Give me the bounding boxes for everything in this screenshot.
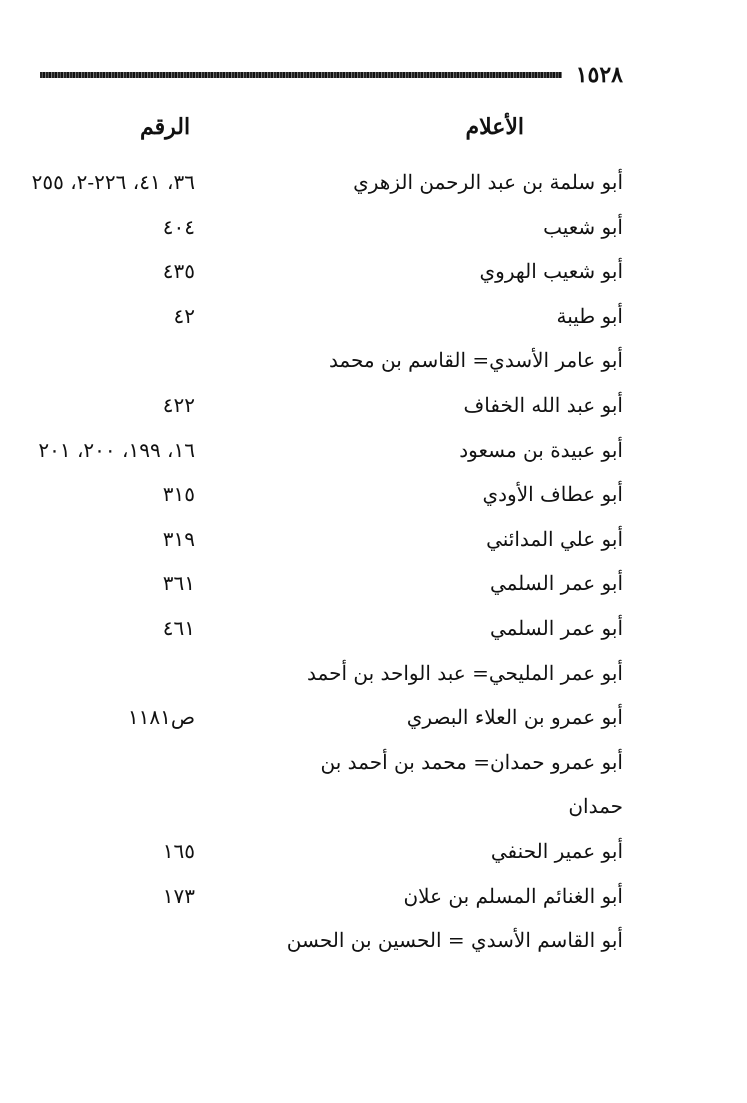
entry-number: ١٧٣ <box>162 883 195 908</box>
entry-number: ٤٣٥ <box>162 259 195 284</box>
index-entry <box>0 920 747 960</box>
entry-number: ٤٢٢ <box>162 393 195 417</box>
entry-number: ٣١٥ <box>162 482 195 507</box>
entry-name: أبو القاسم الأسدي = الحسين بن الحسن <box>286 928 623 953</box>
entry-number: ٤٢ <box>173 303 195 328</box>
index-entry <box>0 207 747 247</box>
index-entry <box>0 697 747 737</box>
entry-number: ٣١٩ <box>162 526 195 551</box>
index-entry <box>0 742 747 782</box>
entry-name: أبو عمير الحنفي <box>490 839 623 863</box>
index-entry <box>0 296 747 336</box>
index-entry <box>0 653 747 693</box>
entry-number: ٤٦١ <box>162 616 195 640</box>
entry-name: أبو شعيب <box>543 214 623 239</box>
index-entry <box>0 831 747 871</box>
page-number: ١٥٢٨ <box>575 62 623 88</box>
entry-name: أبو عمر السلمي <box>489 616 623 640</box>
entry-number: ص١١٨١ <box>127 705 195 730</box>
index-entry <box>0 430 747 470</box>
entry-number: ٤٠٤ <box>162 214 195 239</box>
entry-name: أبو طيبة <box>556 303 623 328</box>
index-entry <box>0 251 747 291</box>
entry-name: أبو عمرو حمدان= محمد بن أحمد بن <box>320 749 623 774</box>
column-header-numbers: الرقم <box>140 114 191 140</box>
index-entry <box>0 786 747 826</box>
entry-number: ١٦٥ <box>162 839 195 863</box>
index-entry <box>0 385 747 425</box>
entry-number: ١٦، ١٩٩، ٢٠٠، ٢٠١ <box>38 437 195 462</box>
entry-name: أبو عمرو بن العلاء البصري <box>406 705 623 730</box>
entry-name: أبو عمر المليحي= عبد الواحد بن أحمد <box>307 660 623 685</box>
entry-name: أبو سلمة بن عبد الرحمن الزهري <box>353 170 623 194</box>
index-entry <box>0 474 747 514</box>
entry-number: ٣٦١ <box>162 571 195 596</box>
index-entry <box>0 519 747 559</box>
column-header-names: الأعلام <box>465 114 524 140</box>
index-entry <box>0 340 747 380</box>
entry-name: حمدان <box>568 794 623 819</box>
entry-name: أبو شعيب الهروي <box>479 259 623 284</box>
entry-name: أبو الغنائم المسلم بن علان <box>403 883 623 908</box>
entry-number: ٣٦، ٤١، ٢٢٦-٢، ٢٥٥ <box>31 170 195 194</box>
index-entry <box>0 563 747 603</box>
index-entry <box>0 608 747 648</box>
entry-name: أبو عبد الله الخفاف <box>463 393 623 417</box>
index-entry <box>0 876 747 916</box>
entry-name: أبو عمر السلمي <box>489 571 623 596</box>
entry-name: أبو عبيدة بن مسعود <box>459 437 623 462</box>
index-entry <box>0 162 747 202</box>
entry-name: أبو عطاف الأودي <box>482 482 623 507</box>
entry-name: أبو علي المدائني <box>486 526 623 551</box>
entry-name: أبو عامر الأسدي= القاسم بن محمد <box>328 348 623 373</box>
